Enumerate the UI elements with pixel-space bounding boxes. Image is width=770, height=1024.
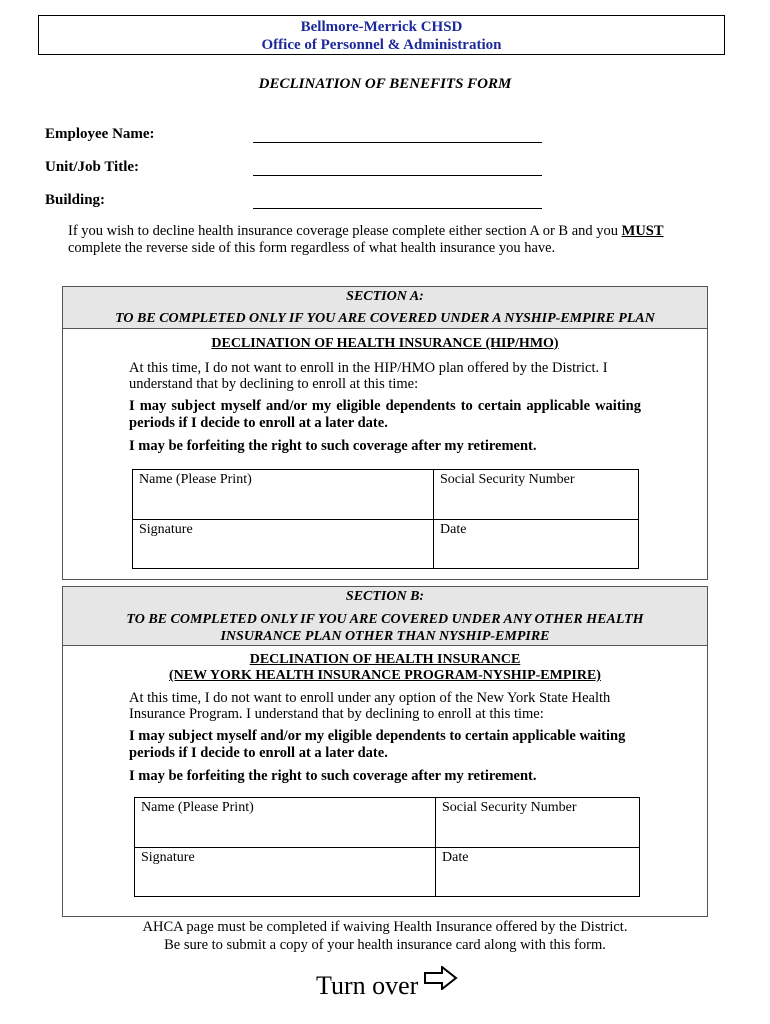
section-a-signature-table — [132, 469, 639, 569]
section-b — [62, 586, 708, 917]
section-b-ssn-cell[interactable] — [436, 798, 640, 848]
section-b-name-label: Name (Please Print) — [141, 800, 254, 815]
section-b-body — [63, 652, 707, 785]
must-emphasis: MUST — [621, 223, 664, 239]
section-b-subtitle: TO BE COMPLETED ONLY IF YOU ARE COVERED UNDER ANY OTHER HEALTH INSURANCE PLAN OTHER THAN NYSHIP-EMPIRE — [126, 612, 644, 644]
section-b-signature-table — [134, 797, 640, 897]
section-b-forfeit-notice: I may be forfeiting the right to such coverage after my retirement. — [129, 768, 537, 784]
district-name: Bellmore-Merrick CHSD — [300, 19, 463, 35]
building-line[interactable] — [253, 208, 542, 209]
section-a-subtitle: TO BE COMPLETED ONLY IF YOU ARE COVERED UNDER A NYSHIP-EMPIRE PLAN — [115, 311, 655, 326]
employee-name-label: Employee Name: — [45, 126, 155, 142]
section-b-name-cell[interactable] — [135, 798, 436, 848]
section-b-header — [63, 587, 707, 646]
section-a-header — [63, 287, 707, 329]
section-b-date-cell[interactable] — [436, 848, 640, 897]
header-box — [38, 15, 725, 55]
turn-over-text: Turn over — [316, 971, 419, 1000]
section-a-forfeit-notice: I may be forfeiting the right to such coverage after my retirement. — [129, 438, 537, 454]
section-b-declination-subtitle: (NEW YORK HEALTH INSURANCE PROGRAM-NYSHIP-EMPIRE) — [169, 668, 601, 683]
employee-name-line[interactable] — [253, 142, 542, 143]
form-title: DECLINATION OF BENEFITS FORM — [258, 76, 512, 92]
right-arrow-outline-icon — [424, 966, 458, 995]
section-b-label: SECTION B: — [345, 589, 425, 604]
section-a-waiting-notice: I may subject myself and/or my eligible dependents to certain applicable waiting periods if I decide to enroll at a later date. — [129, 398, 641, 431]
ahca-notice: AHCA page must be completed if waiving Health Insurance offered by the District. — [142, 919, 628, 935]
section-a-signature-label: Signature — [139, 522, 193, 537]
section-b-declination-title: DECLINATION OF HEALTH INSURANCE — [249, 652, 521, 667]
section-b-date-label: Date — [442, 850, 469, 865]
section-b-paragraph: At this time, I do not want to enroll under any option of the New York State Health Insurance Program. I understand that by declining to enroll at this time: — [129, 690, 611, 722]
unit-job-title-label: Unit/Job Title: — [45, 159, 140, 175]
section-a-signature-cell[interactable] — [133, 520, 434, 569]
section-a-name-cell[interactable] — [133, 470, 434, 520]
section-b-signature-label: Signature — [141, 850, 195, 865]
section-a-ssn-label: Social Security Number — [440, 472, 575, 487]
section-a-label: SECTION A: — [346, 289, 424, 304]
office-name: Office of Personnel & Administration — [261, 37, 502, 53]
building-label: Building: — [45, 192, 106, 208]
section-a-declination-title: DECLINATION OF HEALTH INSURANCE (HIP/HMO) — [211, 336, 559, 351]
section-a-ssn-cell[interactable] — [434, 470, 639, 520]
section-a-body — [63, 336, 707, 455]
section-a-name-label: Name (Please Print) — [139, 472, 252, 487]
section-a-date-label: Date — [440, 522, 467, 537]
section-a — [62, 286, 708, 580]
section-b-ssn-label: Social Security Number — [442, 800, 577, 815]
section-a-date-cell[interactable] — [434, 520, 639, 569]
insurance-card-notice: Be sure to submit a copy of your health insurance card along with this form. — [164, 937, 606, 953]
section-b-signature-cell[interactable] — [135, 848, 436, 897]
section-b-waiting-notice: I may subject myself and/or my eligible dependents to certain applicable waiting periods if I decide to enroll at a later date. — [129, 728, 626, 761]
section-a-paragraph: At this time, I do not want to enroll in the HIP/HMO plan offered by the District. I understand that by declining to enroll at this time: — [129, 360, 608, 392]
intro-paragraph: If you wish to decline health insurance coverage please complete either section A or B and you MUST complete the reverse side of this form regardless of what health insurance you have. — [68, 223, 664, 256]
unit-job-title-line[interactable] — [253, 175, 542, 176]
